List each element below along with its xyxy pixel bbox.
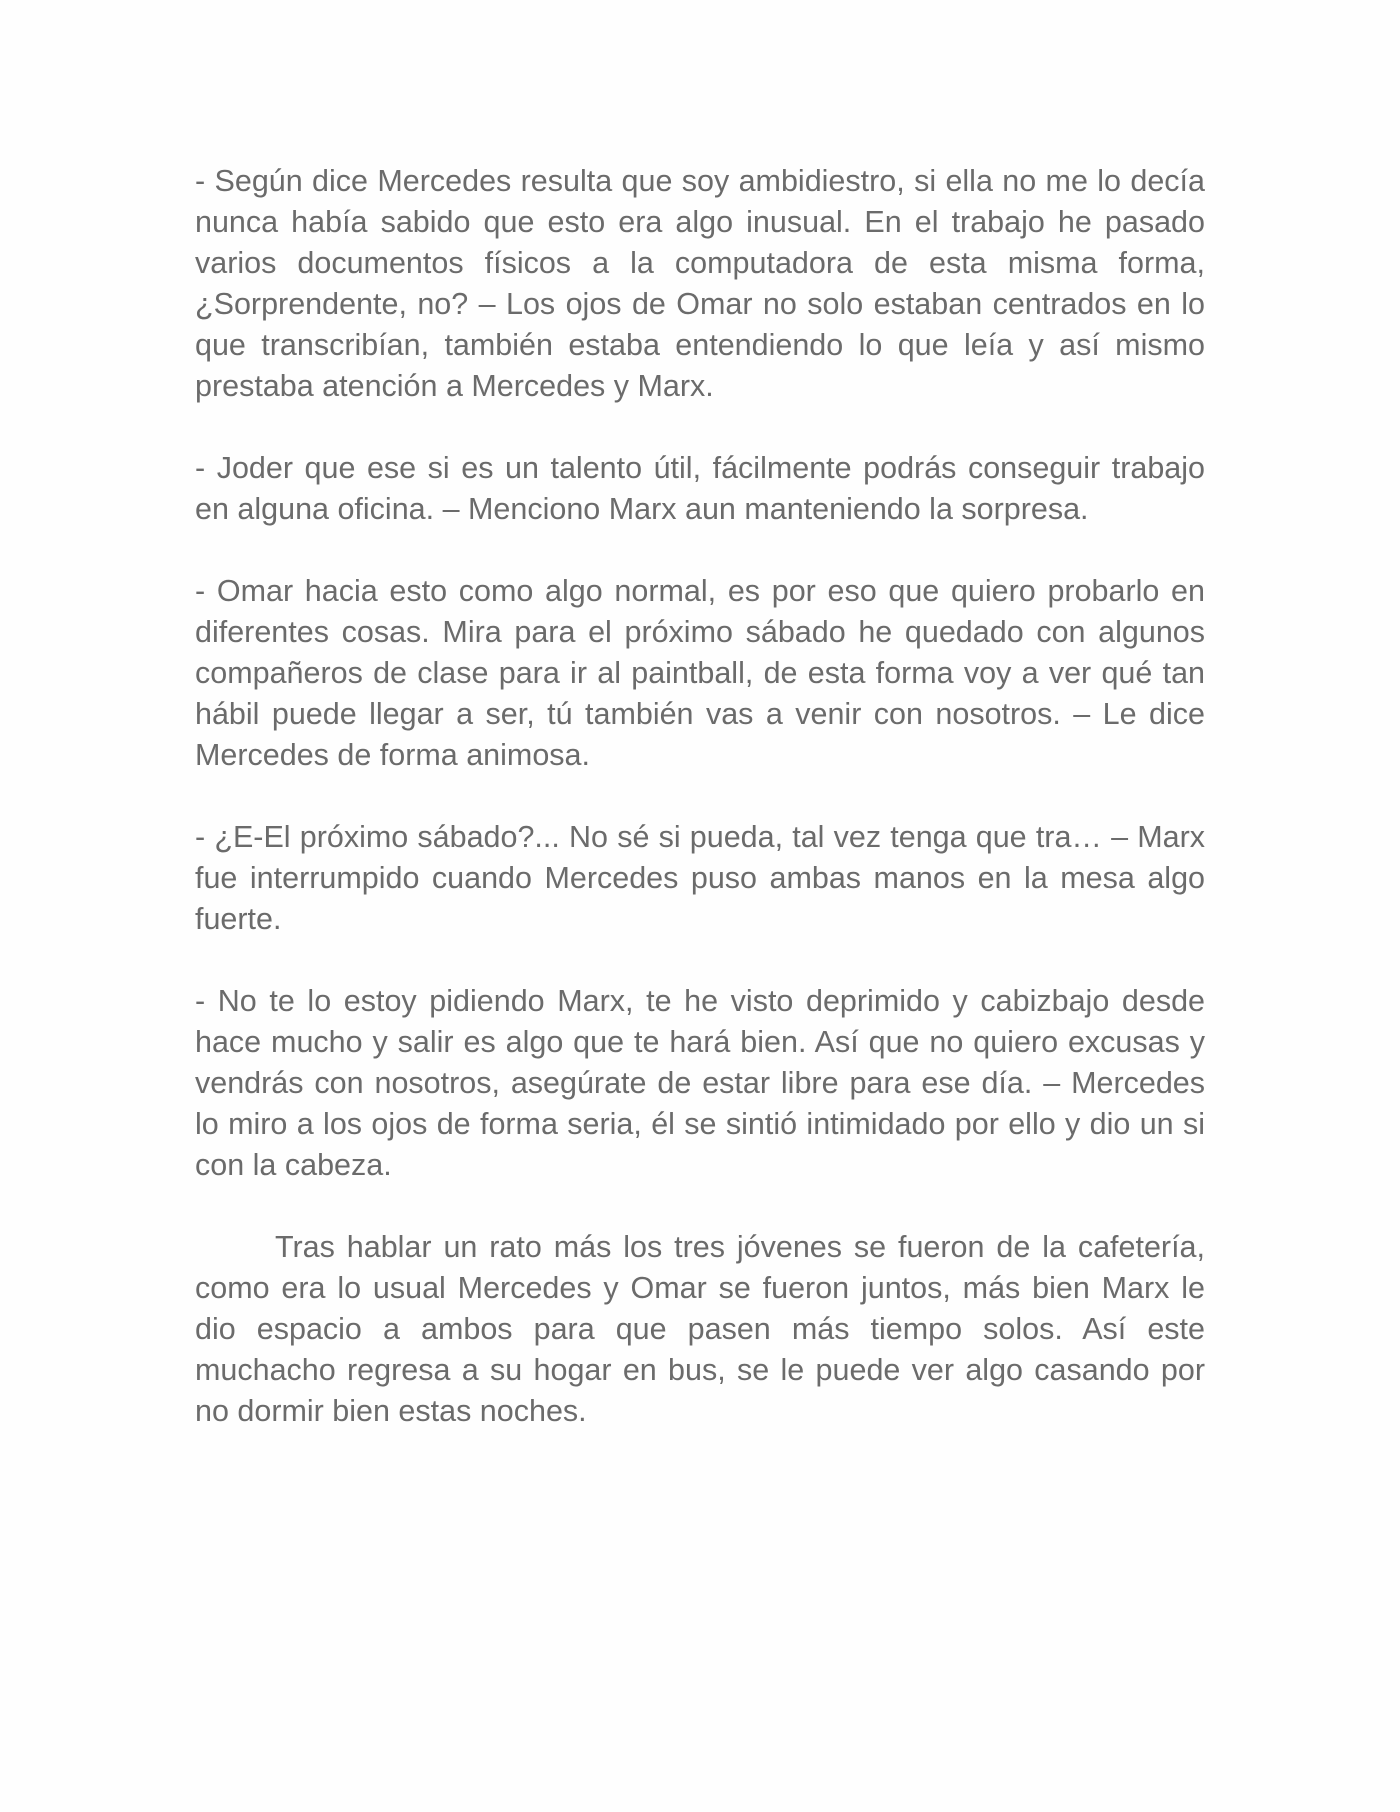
paragraph-dialogue-5: - No te lo estoy pidiendo Marx, te he visto deprimido y cabizbajo desde hace mucho y salir es algo que te hará bien. Así que no quiero excusas y vendrás con nosotros, asegúrate de estar libre para ese día. – Mercedes lo miro a los ojos de forma seria, él se sintió intimidado por ello y dio un si con la cabeza. bbox=[195, 984, 1205, 1182]
paragraph-dialogue-1: - Según dice Mercedes resulta que soy ambidiestro, si ella no me lo decía nunca había sabido que esto era algo inusual. En el trabajo he pasado varios documentos físicos a la computadora de esta misma forma, ¿Sorprendente, no? – Los ojos de Omar no solo estaban centrados en lo que transcribían, también estaba entendiendo lo que leía y así mismo prestaba atención a Mercedes y Marx. bbox=[195, 164, 1205, 403]
body-text bbox=[195, 161, 1205, 1473]
paragraph-narration: Tras hablar un rato más los tres jóvenes se fueron de la cafetería, como era lo usual Mercedes y Omar se fueron juntos, más bien Marx le dio espacio a ambos para que pasen más tiempo solos. Así este muchacho regresa a su hogar en bus, se le puede ver algo casando por no dormir bien estas noches. bbox=[195, 1230, 1205, 1428]
paragraph-dialogue-2: - Joder que ese si es un talento útil, fácilmente podrás conseguir trabajo en alguna oficina. – Menciono Marx aun manteniendo la sorpresa. bbox=[195, 451, 1205, 526]
paragraph-dialogue-4: - ¿E-El próximo sábado?... No sé si pueda, tal vez tenga que tra… – Marx fue interrumpido cuando Mercedes puso ambas manos en la mesa algo fuerte. bbox=[195, 820, 1205, 936]
paragraph-dialogue-3: - Omar hacia esto como algo normal, es por eso que quiero probarlo en diferentes cosas. Mira para el próximo sábado he quedado con algunos compañeros de clase para ir al paintball, de esta forma voy a ver qué tan hábil puede llegar a ser, tú también vas a venir con nosotros. – Le dice Mercedes de forma animosa. bbox=[195, 574, 1205, 772]
